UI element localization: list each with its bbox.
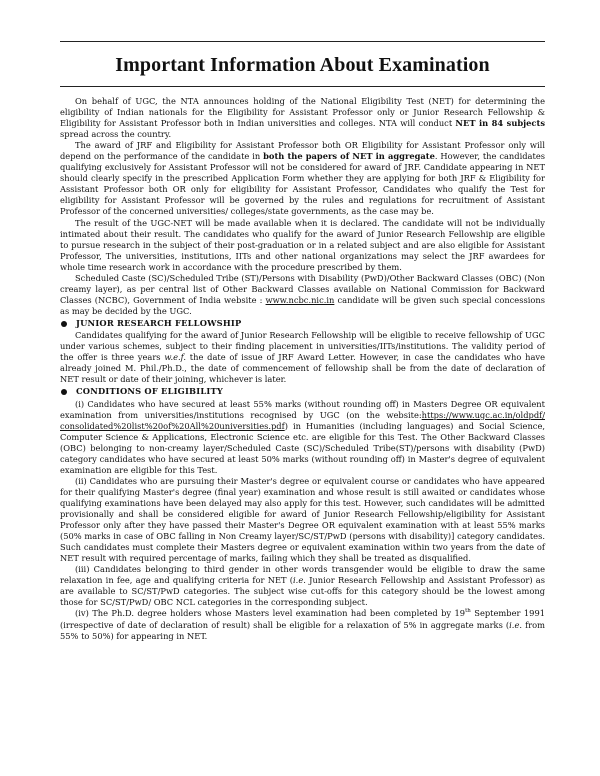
- text-span: (iii) Candidates belonging to third gender in other words transgender would be eligible to draw the same relaxation in fee, age and qualifying criteria for NET (: [60, 564, 545, 586]
- italic-text: i.e.: [509, 619, 522, 630]
- text-span: On behalf of UGC, the NTA announces holding of the National Eligibility Test (NET) for determining the eligibility of Indian nationals for the Eligibility for Assistant Professor only or Junior Research Fellowship & Eligibility for Assistant Professor both in Indian universities and colleges. NTA will conduct: [60, 96, 545, 129]
- text-span: candidate will be given such special concessions as may be decided by the UGC.: [60, 294, 545, 316]
- intro-paragraph-4: [60, 273, 545, 317]
- text-span: Scheduled Caste (SC)/Scheduled Tribe (ST)/Persons with Disability (PwD)/Other Backward Classes (OBC) (Non creamy layer), as per central list of Other Backward Classes available on National Commission for Backward Classes (NCBC), Government of India website :: [60, 272, 545, 305]
- jrf-paragraph: [60, 330, 545, 385]
- text-span: The award of JRF and Eligibility for Assistant Professor both OR Eligibility for Assistant Professor only will depend on the performance of the candidate in: [60, 140, 545, 162]
- section-heading-label: CONDITIONS OF ELIGIBILITY: [76, 386, 223, 397]
- eligibility-item-iii: [60, 564, 545, 608]
- text-span: from 55% to 50%) for appearing in NET.: [60, 619, 545, 641]
- text-span: spread across the country.: [60, 129, 172, 140]
- document-page: [60, 41, 545, 642]
- eligibility-item-iv: [60, 608, 545, 641]
- intro-paragraph-1: [60, 96, 545, 140]
- eligibility-item-ii: (ii) Candidates who are pursuing their Master's degree or equivalent course or candidates who have appeared for their qualifying Master's degree (final year) examination and whose result is still awaited or candidates whose qualifying examinations have been delayed may also apply for this test. However, such candidates will be admitted provisionally and shall be considered eligible for award of Junior Research Fellowship/eligibility for Assistant Professor only after they have passed their Master's Degree OR equivalent examination with at least 55% marks (50% marks in case of OBC falling in Non Creamy layer/SC/ST/PwD (persons with disability)] category candidates. Such candidates must complete their Masters degree or equivalent examination within two years from the date of NET result with required percentage of marks, failing which they shall be treated as disqualified.: [60, 475, 545, 564]
- text-span: Junior Research Fellowship and Assistant Professor) as are available to SC/ST/PwD categories. The subject wise cut-offs for this category should be the lowest among those for SC/ST/PwD/ OBC NCL categories in the corresponding subject.: [60, 575, 545, 608]
- intro-paragraph-2: [60, 140, 545, 217]
- ncbc-link[interactable]: www.ncbc.nic.in: [265, 294, 335, 305]
- text-span: . However, the candidates qualifying exclusively for Assistant Professor will not be considered for award of JRF. Candidate appearing in NET should clearly specify in the prescribed Application Form whether they are applying for both JRF & Eligibility for Assistant Professor both OR only for eligibility for Assistant Professor, Candidates who qualify the Test for eligibility for Assistant Professor will be governed by the rules and regulations for recruitment of Assistant Professor of the concerned universities/ colleges/state governments, as the case may be.: [60, 151, 545, 217]
- eligibility-item-i: [60, 399, 545, 476]
- intro-paragraph-3: The result of the UGC-NET will be made available when it is declared. The candidate will not be individually intimated about their result. The candidates who qualify for the award of Junior Research Fellowship are eligible to pursue research in the subject of their post-graduation or in a related subject and are also eligible for Assistant Professor, The universities, institutions, IITs and other national organizations may select the JRF awardees for whole time research work in accordance with the procedure prescribed by them.: [60, 217, 545, 272]
- text-span: Candidates qualifying for the award of Junior Research Fellowship will be eligible to receive fellowship of UGC under various schemes, subject to their finding placement in universities/IITs/institutions. The validity period of the offer is three years: [60, 330, 545, 363]
- eligibility-heading: [60, 386, 545, 397]
- page-title: Important Information About Examination: [115, 54, 490, 76]
- italic-text: w.e.f.: [164, 352, 187, 363]
- ugc-link[interactable]: https://www.ugc.ac.in/oldpdf/ consolidated%20list%20of%20All%20universities.pdf: [60, 409, 545, 431]
- superscript-text: th: [465, 608, 471, 615]
- bullet-icon: [61, 321, 67, 327]
- bold-text: NET in 84 subjects: [455, 118, 545, 129]
- text-span: September 1991 (irrespective of date of declaration of result) shall be eligible for a relaxation of 5% in aggregate marks (: [60, 608, 545, 630]
- bold-text: both the papers of NET in aggregate: [263, 151, 435, 162]
- document-body: [60, 87, 545, 642]
- bullet-icon: [61, 389, 67, 395]
- section-heading-label: JUNIOR RESEARCH FELLOWSHIP: [76, 317, 242, 328]
- text-span: ) in Humanities (including languages) and Social Science, Computer Science & Applications, Electronic Science etc. are eligible for this Test. The Other Backward Classes (OBC) belonging to non-creamy layer/Scheduled Caste (SC)/Scheduled Tribe(ST)/persons with disability (PwD) category candidates who have secured at least 50% marks (without rounding off) in Master's degree of equivalent examination are eligible for this Test.: [60, 420, 545, 475]
- text-span: (iv) The Ph.D. degree holders whose Masters level examination had been completed by 19: [75, 608, 466, 619]
- italic-text: i.e.: [293, 575, 306, 586]
- jrf-heading: [60, 318, 545, 329]
- text-span: the date of issue of JRF Award Letter. However, in case the candidates who have already joined M. Phil./Ph.D., the date of commencement of fellowship shall be from the date of declaration of NET result or date of their joining, whichever is later.: [60, 352, 545, 385]
- text-span: (i) Candidates who have secured at least 55% marks (without rounding off) in Masters Degree OR equivalent examination from universities/institutions recognised by UGC (on the website:: [60, 398, 545, 420]
